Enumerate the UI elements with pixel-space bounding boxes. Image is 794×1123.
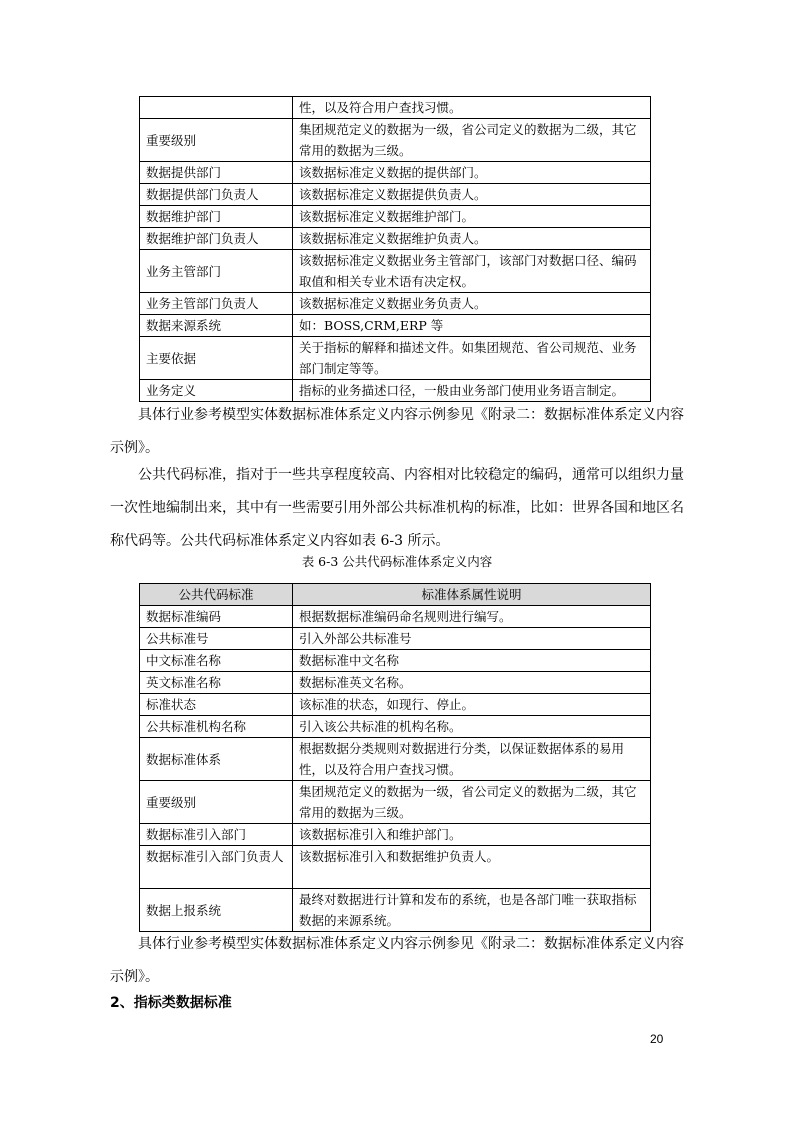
table-row: 数据维护部门负责人 该数据标准定义数据维护负责人。 <box>140 228 651 250</box>
definition-table-continued <box>139 96 651 402</box>
table-row: 数据提供部门 该数据标准定义数据的提供部门。 <box>140 162 651 184</box>
reference-paragraph: 具体行业参考模型实体数据标准体系定义内容示例参见《附录二：数据标准体系定义内容示例》。 <box>110 407 684 456</box>
column-header: 标准体系属性说明 <box>293 584 651 606</box>
table-row: 重要级别 集团规范定义的数据为一级，省公司定义的数据为二级，其它常用的数据为三级。 <box>140 119 651 162</box>
table-caption: 表 6-3 公共代码标准体系定义内容 <box>301 554 493 569</box>
public-code-paragraph: 公共代码标准，指对于一些共享程度较高、内容相对比较稳定的编码，通常可以组织力量一次性地编制出来，其中有一些需要引用外部公共标准机构的标准，比如：世界各国和地区名称代码等。公共代码标准体系定义内容如表 6-3 所示。 <box>110 467 684 549</box>
table-row: 英文标准名称 数据标准英文名称。 <box>140 672 651 694</box>
table-row: 重要级别 集团规范定义的数据为一级，省公司定义的数据为二级，其它常用的数据为三级。 <box>140 781 651 824</box>
table-row: 数据标准引入部门负责人 该数据标准引入和数据维护负责人。 <box>140 846 651 889</box>
table-row: 数据标准体系 根据数据分类规则对数据进行分类，以保证数据体系的易用性，以及符合用户查找习惯。 <box>140 738 651 781</box>
table-row: 中文标准名称 数据标准中文名称 <box>140 650 651 672</box>
section-heading: 2、指标类数据标准 <box>110 995 232 1011</box>
table-row: 公共标准机构名称 引入该公共标准的机构名称。 <box>140 716 651 738</box>
table-row: 数据标准引入部门 该数据标准引入和维护部门。 <box>140 824 651 846</box>
column-header: 公共代码标准 <box>140 584 293 606</box>
table-row: 主要依据 关于指标的解释和描述文件。如集团规范、省公司规范、业务部门制定等等。 <box>140 337 651 380</box>
table-row: 数据提供部门负责人 该数据标准定义数据提供负责人。 <box>140 184 651 206</box>
reference-paragraph: 具体行业参考模型实体数据标准体系定义内容示例参见《附录二：数据标准体系定义内容示例》。 <box>110 936 684 985</box>
table-header-row <box>140 584 651 606</box>
page-number: 20 <box>650 1032 664 1046</box>
table-row: 公共标准号 引入外部公共标准号 <box>140 628 651 650</box>
table-row: 业务主管部门 该数据标准定义数据业务主管部门，该部门对数据口径、编码取值和相关专业术语有决定权。 <box>140 250 651 293</box>
table-row: 业务主管部门负责人 该数据标准定义数据业务负责人。 <box>140 293 651 315</box>
table-row: 数据来源系统 如：BOSS,CRM,ERP 等 <box>140 315 651 337</box>
table-row: 数据标准编码 根据数据标准编码命名规则进行编写。 <box>140 606 651 628</box>
public-code-standard-table <box>139 583 651 932</box>
table-row: 业务定义 指标的业务描述口径，一般由业务部门使用业务语言制定。 <box>140 380 651 402</box>
table-row: 标准状态 该标准的状态，如现行、停止。 <box>140 694 651 716</box>
table-row: 性，以及符合用户查找习惯。 <box>140 97 651 119</box>
table-row: 数据维护部门 该数据标准定义数据维护部门。 <box>140 206 651 228</box>
table-row: 数据上报系统 最终对数据进行计算和发布的系统，也是各部门唯一获取指标数据的来源系统。 <box>140 889 651 932</box>
